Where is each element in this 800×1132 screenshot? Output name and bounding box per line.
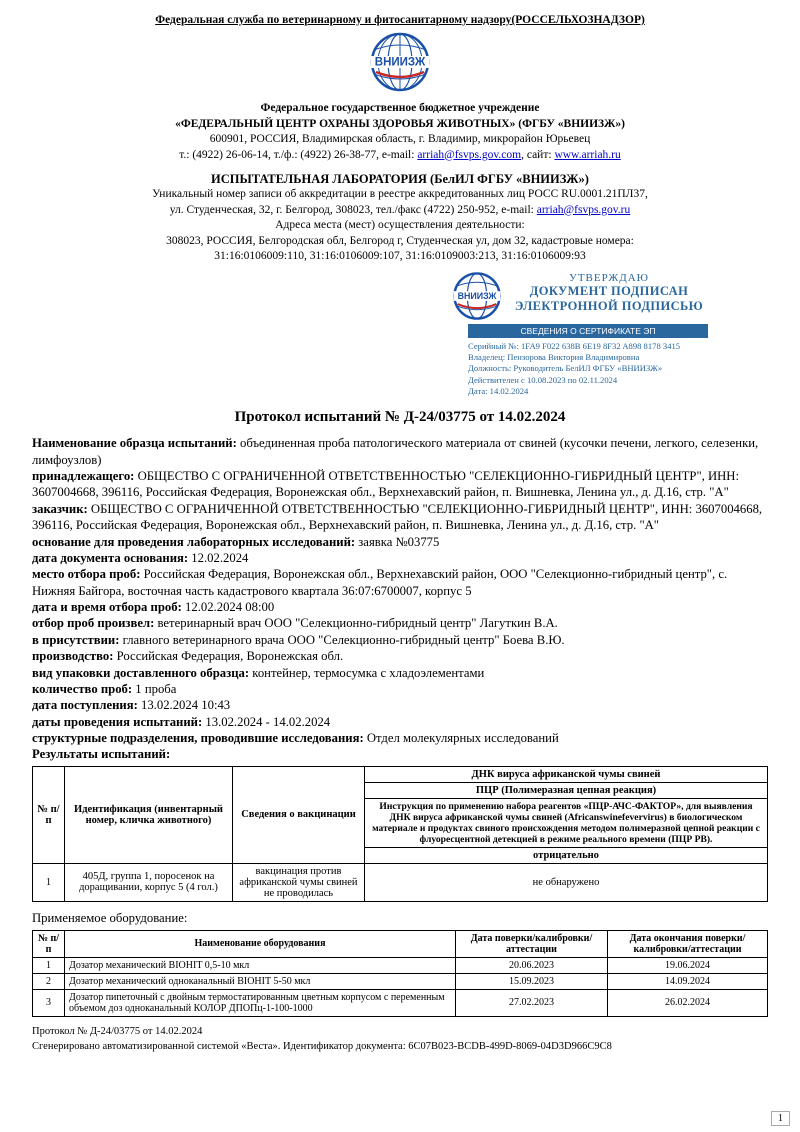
- equipment-row: [33, 957, 768, 973]
- results-table-row: [33, 863, 768, 901]
- field-label: основание для проведения лабораторных исследований:: [32, 534, 356, 549]
- field-label: структурные подразделения, проводившие исследования:: [32, 731, 364, 746]
- field-label: отбор проб произвел:: [32, 616, 155, 631]
- field-packaging: [32, 665, 768, 681]
- footer: [32, 1024, 768, 1054]
- contacts-text: т.: (4922) 26-06-14, т./ф.: (4922) 26-38-77, e-mail:: [179, 148, 418, 161]
- result-row-result: не обнаружено: [365, 863, 768, 901]
- field-label: дата поступления:: [32, 698, 138, 713]
- lab-email-link[interactable]: arriah@fsvps.gov.ru: [536, 203, 631, 216]
- field-value: объединенная проба патологического материала от свиней (кусочки печени, легкого, селезенки, лимфоузлов): [32, 436, 759, 467]
- results-heading: Результаты испытаний:: [32, 747, 171, 762]
- results-method-header: ПЦР (Полимеразная цепная реакция): [365, 782, 768, 798]
- field-label: место отбора проб:: [32, 567, 141, 582]
- field-value: Российская Федерация, Воронежская обл.: [113, 649, 344, 664]
- equipment-name: Дозатор механический BIOHIT 0,5-10 мкл: [65, 957, 456, 973]
- page-number: 1: [771, 1111, 790, 1126]
- results-col-num-header: № п/п: [33, 766, 65, 863]
- field-value: Отдел молекулярных исследований: [363, 731, 559, 746]
- field-value: 12.02.2024 08:00: [181, 600, 275, 615]
- field-label: производство:: [32, 649, 114, 664]
- equipment-header-row: [33, 930, 768, 957]
- field-sampling-datetime: [32, 599, 768, 615]
- stamp-certificate-details: [468, 341, 708, 398]
- equipment-row: [33, 989, 768, 1016]
- equipment-col-num-header: № п/п: [33, 930, 65, 957]
- stamp-owner: Владелец: Пензорова Виктория Владимировна: [468, 351, 640, 362]
- cadastral-numbers: 31:16:0106009:110, 31:16:0106009:107, 31:16:0109003:213, 31:16:0106009:93: [214, 250, 586, 263]
- equipment-table: [32, 930, 768, 1017]
- equipment-date: 15.09.2023: [456, 973, 608, 989]
- vniizh-globe-logo-icon: [369, 31, 431, 93]
- stamp-position: Должность: Руководитель БелИЛ ФГБУ «ВНИИЗЖ»: [468, 363, 663, 374]
- field-basis-date: [32, 550, 768, 566]
- institution-contacts: [32, 148, 768, 164]
- footer-protocol-number: Протокол № Д-24/03775 от 14.02.2024: [32, 1025, 203, 1037]
- field-production: [32, 648, 768, 664]
- equipment-col-name-header: Наименование оборудования: [65, 930, 456, 957]
- lab-address-line: [32, 203, 768, 219]
- stamp-date: Дата: 14.02.2024: [468, 386, 529, 397]
- field-value: 13.02.2024 - 14.02.2024: [202, 714, 331, 729]
- equipment-name: Дозатор механический одноканальный BIOHIT 5-50 мкл: [65, 973, 456, 989]
- results-col-vaccination-header: Сведения о вакцинации: [233, 766, 365, 863]
- equipment-end-date: 14.09.2024: [608, 973, 768, 989]
- equipment-row: [33, 973, 768, 989]
- field-label: в присутствии:: [32, 632, 120, 647]
- institution-type: Федеральное государственное бюджетное учреждение: [260, 102, 540, 114]
- field-value: ОБЩЕСТВО С ОГРАНИЧЕННОЙ ОТВЕТСТВЕННОСТЬЮ "СЕЛЕКЦИОННО-ГИБРИДНЫЙ ЦЕНТР", ИНН: 3607004668, 396116, Российская Федерация, Воронежская обл., Верхнехавский район, п. Вишневка, Ленина ул., д. Д.16, стр. "А": [32, 501, 763, 533]
- accreditation-line: Уникальный номер записи об аккредитации в реестре аккредитованных лиц РОСС RU.0001.21ПЛ37,: [152, 188, 648, 201]
- results-method-description: Инструкция по применению набора реагентов «ПЦР-АЧС-ФАКТОР», для выявления ДНК вируса африканской чумы свиней (Africanswinefevervirus) в биологическом материале и продуктах свиного происхождения методом полимеразной цепной реакции с флуоресцентной детекцией в режиме реального времени (ПЦР РВ).: [365, 798, 768, 847]
- field-in-presence-of: [32, 632, 768, 648]
- results-target-header: ДНК вируса африканской чумы свиней: [365, 766, 768, 782]
- equipment-date: 27.02.2023: [456, 989, 608, 1016]
- footer-generated-note: Сгенерировано автоматизированной системой «Веста». Идентификатор документа: 6C07B023-BCDB-499D-8069-04D3D966C9C8: [32, 1041, 612, 1053]
- lab-title: ИСПЫТАТЕЛЬНАЯ ЛАБОРАТОРИЯ (БелИЛ ФГБУ «ВНИИЗЖ»): [211, 172, 589, 187]
- equipment-col-enddate-header: Дата окончания поверки/калибровки/аттестации: [608, 930, 768, 957]
- field-sample-count: [32, 681, 768, 697]
- equipment-end-date: 26.02.2024: [608, 989, 768, 1016]
- activity-address: 308023, РОССИЯ, Белгородская обл, Белгород г, Студенческая ул, дом 32, кадастровые номера:: [166, 234, 634, 247]
- field-sample-name: [32, 435, 768, 468]
- site-link[interactable]: www.arriah.ru: [554, 148, 621, 161]
- result-row-num: 1: [33, 863, 65, 901]
- stamp-validity: Действителен с 10.08.2023 по 02.11.2024: [468, 374, 618, 385]
- field-label: количество проб:: [32, 681, 133, 696]
- logo-container: [32, 31, 768, 98]
- equipment-num: 3: [33, 989, 65, 1016]
- stamp-serial: Серийный №: 1FA9 F022 638B 6E19 8F32 A898 8178 3415: [468, 340, 681, 351]
- result-row-vaccination: вакцинация против африканской чумы свиней не проводилась: [233, 863, 365, 901]
- lab-address-text: ул. Студенческая, 32, г. Белгород, 308023, тел./факс (4722) 250-952, e-mail:: [169, 203, 537, 216]
- equipment-name: Дозатор пипеточный с двойным термостатированным цветным корпусом с переменным объемом доз одноканальный КОЛОР ДПОПц-1-100-1000: [65, 989, 456, 1016]
- field-label: дата документа основания:: [32, 550, 189, 565]
- stamp-approve-label: УТВЕРЖДАЮ: [569, 271, 649, 284]
- page-title: Протокол испытаний № Д-24/03775 от 14.02.2024: [234, 409, 566, 426]
- field-label: дата и время отбора проб:: [32, 600, 182, 615]
- field-label: принадлежащего:: [32, 469, 135, 484]
- institution-address: 600901, РОССИЯ, Владимирская область, г. Владимир, микрорайон Юрьевец: [209, 133, 591, 146]
- field-sampling-place: [32, 566, 768, 599]
- email-link[interactable]: arriah@fsvps.gov.com: [417, 148, 522, 161]
- field-label: даты проведения испытаний:: [32, 714, 203, 729]
- field-value: заявка №03775: [355, 534, 440, 549]
- site-label: , сайт:: [521, 148, 555, 161]
- field-value: 12.02.2024: [188, 550, 249, 565]
- results-table: [32, 766, 768, 902]
- field-label: заказчик:: [32, 501, 88, 516]
- stamp-logo-text: ВНИИЗЖ: [457, 290, 497, 301]
- results-norm: отрицательно: [365, 847, 768, 863]
- results-col-identification-header: Идентификация (инвентарный номер, кличка животного): [65, 766, 233, 863]
- field-customer: [32, 501, 768, 534]
- field-sampled-by: [32, 615, 768, 631]
- field-value: 13.02.2024 10:43: [137, 698, 231, 713]
- field-value: ОБЩЕСТВО С ОГРАНИЧЕННОЙ ОТВЕТСТВЕННОСТЬЮ "СЕЛЕКЦИОННО-ГИБРИДНЫЙ ЦЕНТР", ИНН: 3607004668, 396116, Российская Федерация, Воронежская обл., Верхнехавский район, п. Вишневка, Ленина ул., д. Д.16, стр. "А": [32, 469, 739, 500]
- field-value: контейнер, термосумка с хладоэлементами: [249, 665, 485, 680]
- field-departments: [32, 730, 768, 746]
- field-value: главного ветеринарного врача ООО "Селекционно-гибридный центр" Боева В.Ю.: [119, 632, 565, 647]
- logo-text: ВНИИЗЖ: [374, 56, 426, 69]
- result-row-identification: 405Д, группа 1, поросенок на доращивании, корпус 5 (4 гол.): [65, 863, 233, 901]
- activity-label: Адреса места (мест) осуществления деятельности:: [275, 219, 525, 232]
- agency-header: Федеральная служба по ветеринарному и фитосанитарному надзору(РОССЕЛЬХОЗНАДЗОР): [155, 14, 645, 26]
- field-test-dates: [32, 714, 768, 730]
- stamp-certificate-bar: СВЕДЕНИЯ О СЕРТИФИКАТЕ ЭП: [468, 324, 708, 338]
- equipment-heading: Применяемое оборудование:: [32, 910, 188, 925]
- electronic-signature-stamp: [452, 271, 708, 398]
- equipment-date: 20.06.2023: [456, 957, 608, 973]
- field-owner: [32, 468, 768, 501]
- field-value: 1 проба: [132, 681, 177, 696]
- field-value: ветеринарный врач ООО "Селекционно-гибридный центр" Лагуткин В.А.: [154, 616, 558, 631]
- stamp-vniizh-logo-icon: [452, 271, 502, 321]
- equipment-num: 1: [33, 957, 65, 973]
- field-basis: [32, 534, 768, 550]
- stamp-doc-signed-line2: ЭЛЕКТРОННОЙ ПОДПИСЬЮ: [514, 299, 704, 314]
- equipment-end-date: 19.06.2024: [608, 957, 768, 973]
- field-received-date: [32, 697, 768, 713]
- stamp-doc-signed-line1: ДОКУМЕНТ ПОДПИСАН: [529, 283, 689, 298]
- equipment-num: 2: [33, 973, 65, 989]
- field-label: вид упаковки доставленного образца:: [32, 665, 250, 680]
- field-label: Наименование образца испытаний:: [32, 436, 237, 451]
- institution-name: «ФЕДЕРАЛЬНЫЙ ЦЕНТР ОХРАНЫ ЗДОРОВЬЯ ЖИВОТНЫХ» (ФГБУ «ВНИИЗЖ»): [175, 117, 625, 130]
- field-value: Российская Федерация, Воронежская обл., Верхнехавский район, ООО "Селекционно-гибридный центр", с. Нижняя Байгора, восточная часть кадастрового квартала 36:07:6700007, корпус 5: [32, 567, 728, 598]
- equipment-col-date-header: Дата поверки/калибровки/аттестации: [456, 930, 608, 957]
